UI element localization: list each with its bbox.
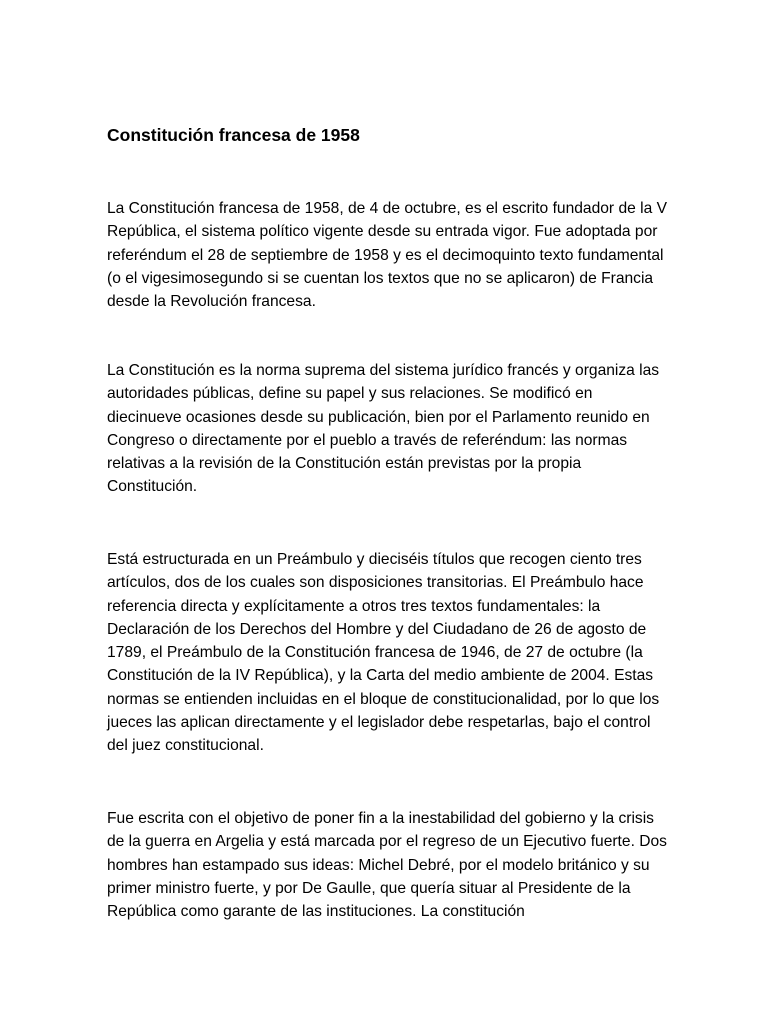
- paragraph-2: La Constitución es la norma suprema del sistema jurídico francés y organiza las autoridades públicas, define su papel y sus relaciones. Se modificó en diecinueve ocasiones desde su publicación, bien por el Parlamento reunido en Congreso o directamente por el pueblo a través de referéndum: las normas relativas a la revisión de la Constitución están previstas por la propia Constitución.: [107, 362, 660, 496]
- paragraph-1: La Constitución francesa de 1958, de 4 de octubre, es el escrito fundador de la V República, el sistema político vigente desde su entrada vigor. Fue adoptada por referéndum el 28 de septiembre de 1958 y es el decimoquinto texto fundamental (o el vigesimosegundo si se cuentan los textos que no se aplicaron) de Francia desde la Revolución francesa.: [107, 200, 668, 311]
- document-title: Constitución francesa de 1958: [107, 125, 360, 145]
- paragraph-4: Fue escrita con el objetivo de poner fin a la inestabilidad del gobierno y la crisis de la guerra en Argelia y está marcada por el regreso de un Ejecutivo fuerte. Dos hombres han estampado sus ideas: Michel Debré, por el modelo británico y su primer ministro fuerte, y por De Gaulle, que quería situar al Presidente de la República como garante de las instituciones. La constitución: [107, 810, 667, 921]
- paragraph-3: Está estructurada en un Preámbulo y dieciséis títulos que recogen ciento tres artículos, dos de los cuales son disposiciones transitorias. El Preámbulo hace referencia directa y explícitamente a otros tres textos fundamentales: la Declaración de los Derechos del Hombre y del Ciudadano de 26 de agosto de 1789, el Preámbulo de la Constitución francesa de 1946, de 27 de octubre (la Constitución de la IV República), y la Carta del medio ambiente de 2004. Estas normas se entienden incluidas en el bloque de constitucionalidad, por lo que los jueces las aplican directamente y el legislador debe respetarlas, bajo el control del juez constitucional.: [107, 551, 660, 755]
